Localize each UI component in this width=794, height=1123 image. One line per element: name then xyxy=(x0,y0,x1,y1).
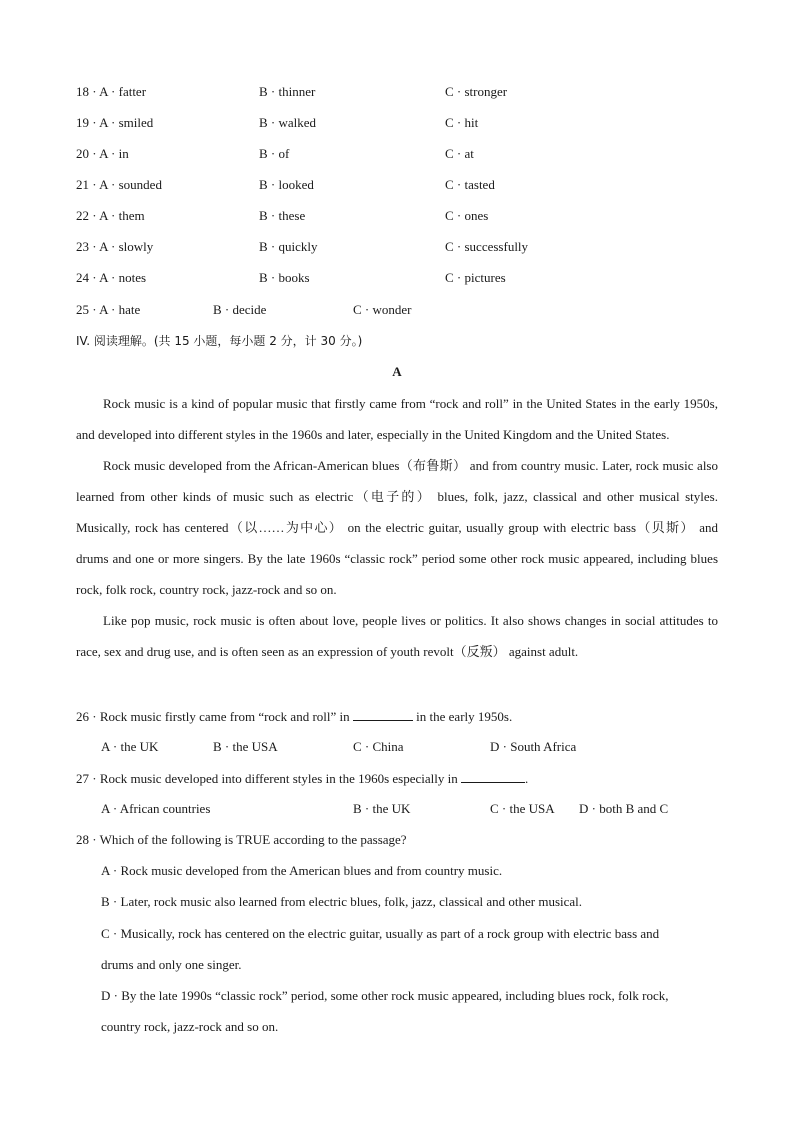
answer-blank xyxy=(353,708,413,721)
option-c: C · hit xyxy=(445,115,479,130)
question-stem-end: in the early 1950s. xyxy=(416,709,513,724)
option-b: B · Later, rock music also learned from electric blues, folk, jazz, classical and other musical. xyxy=(101,894,583,909)
option-a: A · the UK xyxy=(101,739,159,754)
option-b: B · books xyxy=(259,270,310,285)
option-a: 25 · A · hate xyxy=(76,302,141,317)
option-a: 20 · A · in xyxy=(76,146,129,161)
option-d: D · South Africa xyxy=(490,739,577,754)
passage-body xyxy=(76,388,718,667)
option-d-line-1: D · By the late 1990s “classic rock” period, some other rock music appeared, including blues rock, folk rock, xyxy=(101,988,669,1003)
option-b: B · decide xyxy=(213,302,267,317)
option-a: 24 · A · notes xyxy=(76,270,147,285)
answer-blank xyxy=(461,770,525,783)
option-a: 19 · A · smiled xyxy=(76,115,154,130)
option-c: C · pictures xyxy=(445,270,506,285)
question-28-stem: 28 · Which of the following is TRUE according to the passage? xyxy=(76,832,407,847)
option-b: B · the USA xyxy=(213,739,278,754)
question-stem-end: . xyxy=(525,771,529,786)
option-b: B · looked xyxy=(259,177,314,192)
option-d: D · both B and C xyxy=(579,801,669,816)
option-b: B · the UK xyxy=(353,801,411,816)
option-b: B · walked xyxy=(259,115,317,130)
option-a: A · Rock music developed from the American blues and from country music. xyxy=(101,863,503,878)
option-b: B · of xyxy=(259,146,290,161)
option-c-line-2: drums and only one singer. xyxy=(101,957,242,972)
option-a: 23 · A · slowly xyxy=(76,239,154,254)
option-c: C · wonder xyxy=(353,302,412,317)
section-heading: IV. 阅读理解。(共 15 小题，每小题 2 分，计 30 分。) xyxy=(76,334,363,348)
option-c: C · the USA xyxy=(490,801,555,816)
question-stem-start: 27 · Rock music developed into different styles in the 1960s especially in xyxy=(76,771,458,786)
option-c-line-1: C · Musically, rock has centered on the electric guitar, usually as part of a rock group with electric bass and xyxy=(101,926,660,941)
passage-paragraph-3: Like pop music, rock music is often about love, people lives or politics. It also shows changes in social attitudes to race, sex and drug use, and is often seen as an expression of youth revolt（反叛） against adult. xyxy=(76,613,718,659)
option-c: C · tasted xyxy=(445,177,495,192)
option-a: A · African countries xyxy=(101,801,211,816)
question-stem-start: 26 · Rock music firstly came from “rock and roll” in xyxy=(76,709,350,724)
option-c: C · stronger xyxy=(445,84,508,99)
option-a: 21 · A · sounded xyxy=(76,177,162,192)
passage-label: A xyxy=(392,364,402,379)
question-27-stem xyxy=(76,770,528,787)
option-b: B · these xyxy=(259,208,306,223)
passage-paragraph-2: Rock music developed from the African-American blues（布鲁斯） and from country music. Later, rock music also learned from other kinds of music such as electric（电子的） blues, folk, jazz, classical and other musical styles. Musically, rock has centered（以……为中心） on the electric guitar, usually group with electric bass（贝斯） and drums and one or more singers. By the late 1960s “classic rock” period some other rock music appeared, including blues rock, folk rock, country rock, jazz-rock and so on. xyxy=(76,458,718,597)
option-c: C · successfully xyxy=(445,239,529,254)
question-26-stem xyxy=(76,708,512,725)
option-d-line-2: country rock, jazz-rock and so on. xyxy=(101,1019,279,1034)
option-b: B · thinner xyxy=(259,84,316,99)
passage-paragraph-1: Rock music is a kind of popular music that firstly came from “rock and roll” in the United States in the early 1950s, and developed into different styles in the 1960s and later, especially in the United Kingdom and the United States. xyxy=(76,396,718,442)
option-c: C · ones xyxy=(445,208,489,223)
option-c: C · China xyxy=(353,739,404,754)
option-a: 22 · A · them xyxy=(76,208,145,223)
option-c: C · at xyxy=(445,146,474,161)
option-b: B · quickly xyxy=(259,239,318,254)
option-a: 18 · A · fatter xyxy=(76,84,147,99)
